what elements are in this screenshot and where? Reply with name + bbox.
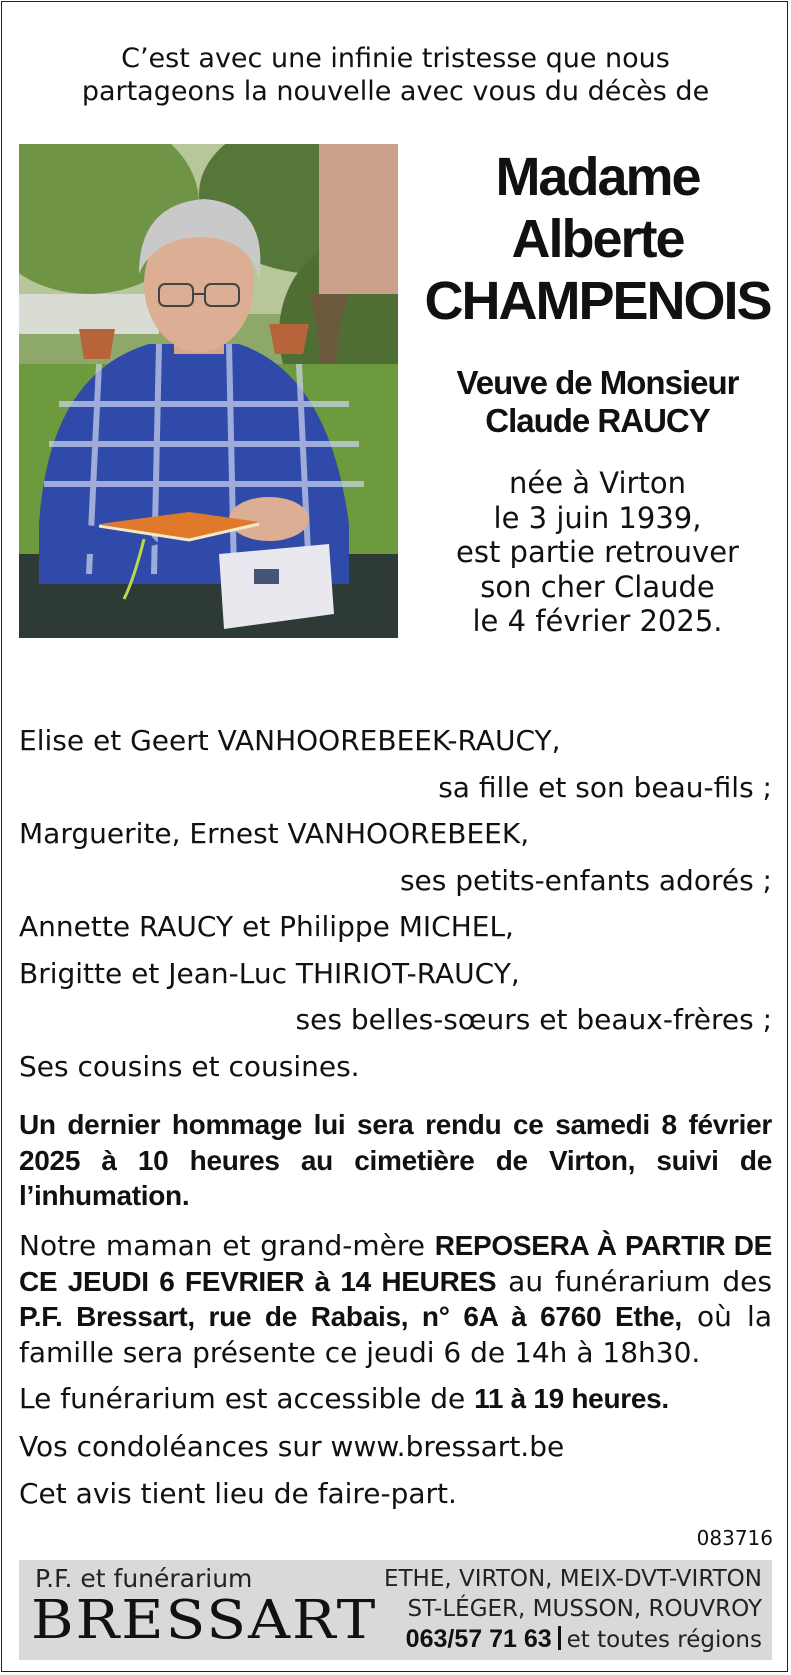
footer-contact: [384, 1624, 762, 1655]
deceased-block: [410, 144, 785, 639]
intro-text: [0, 42, 791, 108]
viewing-bold: REPOSERA À PARTIR DE CE JEUDI 6 FEVRIER à 14 HEURES: [19, 1230, 772, 1297]
access-hours: [19, 1381, 779, 1417]
reference-number: 083716: [696, 1526, 773, 1550]
ceremony-text: Un dernier hommage lui sera rendu ce samedi 8 février 2025 à 10 heures au cimetière de Virton, suivi de l’inhumation.: [19, 1109, 772, 1211]
footer-locations-line: ST-LÉGER, MUSSON, ROUVROY: [407, 1596, 762, 1622]
footer-brand-logo: BRESSART: [31, 1588, 378, 1651]
notice-text: Cet avis tient lieu de faire-part.: [19, 1477, 457, 1510]
family-line: Brigitte et Jean-Luc THIRIOT-RAUCY,: [19, 956, 520, 990]
widow-line-2: Claude RAUCY: [485, 402, 710, 439]
family-line: Ses cousins et cousines.: [19, 1049, 360, 1083]
viewing-address: P.F. Bressart, rue de Rabais, n° 6A à 6760 Ethe,: [19, 1301, 682, 1332]
intro-line-2: partageons la nouvelle avec vous du décès de: [81, 76, 710, 107]
widow-of: [410, 364, 785, 440]
family-line: Elise et Geert VANHOOREBEEK-RAUCY,: [19, 724, 561, 757]
deceased-first-name: Alberte: [511, 209, 684, 269]
viewing-part: au funérarium des: [496, 1264, 772, 1298]
family-relation: ses belles-sœurs et beaux-frères ;: [295, 1003, 772, 1036]
portrait-photo: [19, 144, 398, 638]
date-line: est partie retrouver: [456, 535, 739, 569]
family-relation: sa fille et son beau-fils ;: [438, 770, 772, 804]
family-list: [19, 718, 772, 1090]
footer-locations-line: ETHE, VIRTON, MEIX-DVT-VIRTON: [383, 1566, 762, 1592]
viewing-part: où la famille sera présente ce jeudi 6 de 14h à 18h30.: [19, 1300, 772, 1369]
footer-phone: 063/57 71 63: [405, 1625, 552, 1653]
condolences-text: Vos condoléances sur www.bressart.be: [19, 1430, 565, 1463]
family-relation: ses petits-enfants adorés ;: [399, 863, 772, 897]
widow-line-1: Veuve de Monsieur: [456, 364, 739, 401]
funeral-home-footer: [19, 1560, 772, 1660]
family-line: Annette RAUCY et Philippe MICHEL,: [19, 910, 514, 943]
access-time: 11 à 19 heures.: [474, 1383, 669, 1414]
life-dates: [410, 466, 785, 639]
deceased-last-name: CHAMPENOIS: [424, 271, 771, 331]
date-line: née à Virton: [509, 466, 686, 500]
viewing-part: Notre maman et grand-mère: [19, 1229, 435, 1262]
date-line: le 3 juin 1939,: [493, 500, 702, 535]
date-line: son cher Claude: [480, 569, 715, 604]
footer-regions: et toutes régions: [566, 1627, 762, 1653]
access-label: Le funérarium est accessible de: [19, 1382, 475, 1415]
footer-pf-label: P.F. et funérarium: [35, 1564, 253, 1593]
date-line: le 4 février 2025.: [472, 604, 723, 638]
family-line: Marguerite, Ernest VANHOOREBEEK,: [19, 817, 530, 850]
intro-line-1: C’est avec une infinie tristesse que nous: [121, 43, 670, 74]
separator-bar: [558, 1626, 561, 1650]
deceased-title: Madame: [495, 147, 700, 207]
footer-locations: [384, 1564, 762, 1655]
viewing-text: [19, 1228, 772, 1370]
